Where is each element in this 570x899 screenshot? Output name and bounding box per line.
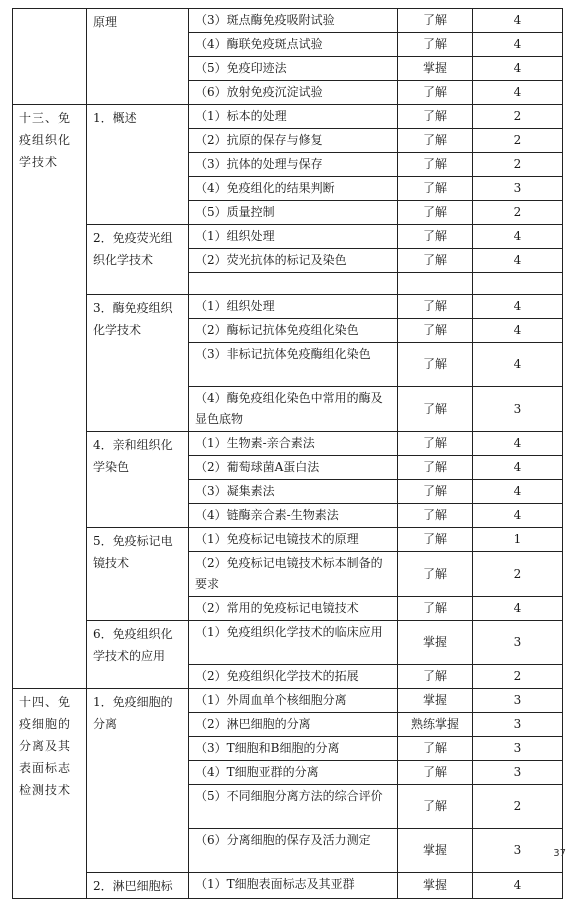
table-row: [13, 689, 563, 713]
item-cell: （2）常用的免疫标记电镜技术: [189, 597, 398, 621]
item-cell: （1）标本的处理: [189, 105, 398, 129]
hours-cell: 2: [473, 129, 563, 153]
hours-cell: 4: [473, 456, 563, 480]
hours-cell: 2: [473, 552, 563, 597]
item-cell: （3）抗体的处理与保存: [189, 153, 398, 177]
item-cell: （3）凝集素法: [189, 480, 398, 504]
hours-cell: 3: [473, 829, 563, 873]
requirement-cell: 了解: [398, 153, 473, 177]
requirement-cell: 了解: [398, 343, 473, 387]
hours-cell: 3: [473, 177, 563, 201]
requirement-cell: 了解: [398, 552, 473, 597]
unit-cell: 1．免疫细胞的分离: [87, 689, 189, 873]
requirement-cell: 了解: [398, 737, 473, 761]
unit-cell: 2．淋巴细胞标: [87, 873, 189, 899]
item-cell: （3）斑点酶免疫吸附试验: [189, 9, 398, 33]
item-cell: （1）T细胞表面标志及其亚群: [189, 873, 398, 899]
requirement-cell: 掌握: [398, 829, 473, 873]
hours-cell: 2: [473, 105, 563, 129]
requirement-cell: 掌握: [398, 873, 473, 899]
unit-cell: 4．亲和组织化学染色: [87, 432, 189, 528]
requirement-cell: 了解: [398, 201, 473, 225]
item-cell: （1）组织处理: [189, 295, 398, 319]
requirement-cell: 了解: [398, 105, 473, 129]
requirement-cell: 了解: [398, 597, 473, 621]
chapter-cell: 十四、免疫细胞的分离及其表面标志检测技术: [13, 689, 87, 899]
hours-cell: 2: [473, 153, 563, 177]
hours-cell: 3: [473, 387, 563, 432]
hours-cell: 3: [473, 737, 563, 761]
item-cell: （1）免疫组织化学技术的临床应用: [189, 621, 398, 665]
hours-cell: 4: [473, 343, 563, 387]
hours-cell: 3: [473, 713, 563, 737]
requirement-cell: 了解: [398, 129, 473, 153]
requirement-cell: 了解: [398, 387, 473, 432]
item-cell: （6）分离细胞的保存及活力测定: [189, 829, 398, 873]
requirement-cell: 了解: [398, 249, 473, 273]
requirement-cell: 了解: [398, 665, 473, 689]
requirement-cell: 了解: [398, 432, 473, 456]
table-row: [13, 295, 563, 319]
table-row: [13, 9, 563, 33]
hours-cell: 4: [473, 249, 563, 273]
table-row: [13, 873, 563, 899]
hours-cell: 4: [473, 57, 563, 81]
page-number: 37: [553, 848, 566, 859]
requirement-cell: 了解: [398, 785, 473, 829]
requirement-cell: 了解: [398, 9, 473, 33]
requirement-cell: 了解: [398, 225, 473, 249]
hours-cell: 4: [473, 295, 563, 319]
item-cell: （3）T细胞和B细胞的分离: [189, 737, 398, 761]
requirement-cell: 熟练掌握: [398, 713, 473, 737]
item-cell: （1）免疫标记电镜技术的原理: [189, 528, 398, 552]
table-row: [13, 528, 563, 552]
table-row: [13, 105, 563, 129]
item-cell: （2）葡萄球菌A蛋白法: [189, 456, 398, 480]
unit-cell: 2．免疫荧光组织化学技术: [87, 225, 189, 295]
hours-cell: 4: [473, 225, 563, 249]
item-cell: （2）酶标记抗体免疫组化染色: [189, 319, 398, 343]
hours-cell: 4: [473, 504, 563, 528]
hours-cell: 4: [473, 319, 563, 343]
hours-cell: 2: [473, 785, 563, 829]
hours-cell: 4: [473, 873, 563, 899]
hours-cell: 4: [473, 597, 563, 621]
item-cell: （3）非标记抗体免疫酶组化染色: [189, 343, 398, 387]
requirement-cell: 了解: [398, 456, 473, 480]
table-row: [13, 225, 563, 249]
requirement-cell: 了解: [398, 504, 473, 528]
hours-cell: 4: [473, 432, 563, 456]
hours-cell: 4: [473, 480, 563, 504]
syllabus-table: [12, 8, 563, 899]
hours-cell: 1: [473, 528, 563, 552]
requirement-cell: 了解: [398, 177, 473, 201]
requirement-cell: [398, 273, 473, 295]
item-cell: （2）免疫组织化学技术的拓展: [189, 665, 398, 689]
requirement-cell: 掌握: [398, 689, 473, 713]
hours-cell: 2: [473, 665, 563, 689]
item-cell: （1）外周血单个核细胞分离: [189, 689, 398, 713]
table-row: [13, 621, 563, 665]
requirement-cell: 了解: [398, 81, 473, 105]
item-cell: （6）放射免疫沉淀试验: [189, 81, 398, 105]
item-cell: （2）淋巴细胞的分离: [189, 713, 398, 737]
requirement-cell: 了解: [398, 33, 473, 57]
item-cell: （4）免疫组化的结果判断: [189, 177, 398, 201]
item-cell: （2）免疫标记电镜技术标本制备的要求: [189, 552, 398, 597]
item-cell: （4）T细胞亚群的分离: [189, 761, 398, 785]
unit-cell: 1．概述: [87, 105, 189, 225]
table-row: [13, 432, 563, 456]
requirement-cell: 了解: [398, 480, 473, 504]
requirement-cell: 掌握: [398, 621, 473, 665]
hours-cell: 3: [473, 761, 563, 785]
requirement-cell: 了解: [398, 295, 473, 319]
hours-cell: 3: [473, 621, 563, 665]
item-cell: （4）链酶亲合素-生物素法: [189, 504, 398, 528]
hours-cell: 4: [473, 33, 563, 57]
requirement-cell: 了解: [398, 528, 473, 552]
hours-cell: 4: [473, 9, 563, 33]
hours-cell: 4: [473, 81, 563, 105]
item-cell: （2）抗原的保存与修复: [189, 129, 398, 153]
requirement-cell: 了解: [398, 319, 473, 343]
item-cell: [189, 273, 398, 295]
requirement-cell: 了解: [398, 761, 473, 785]
item-cell: （5）质量控制: [189, 201, 398, 225]
unit-cell: 原理: [87, 9, 189, 105]
item-cell: （1）组织处理: [189, 225, 398, 249]
item-cell: （5）不同细胞分离方法的综合评价: [189, 785, 398, 829]
unit-cell: 3．酶免疫组织化学技术: [87, 295, 189, 432]
item-cell: （5）免疫印迹法: [189, 57, 398, 81]
hours-cell: [473, 273, 563, 295]
chapter-cell: [13, 9, 87, 105]
chapter-cell: 十三、免疫组织化学技术: [13, 105, 87, 689]
item-cell: （4）酶联免疫斑点试验: [189, 33, 398, 57]
requirement-cell: 掌握: [398, 57, 473, 81]
unit-cell: 6．免疫组织化学技术的应用: [87, 621, 189, 689]
item-cell: （2）荧光抗体的标记及染色: [189, 249, 398, 273]
hours-cell: 3: [473, 689, 563, 713]
item-cell: （4）酶免疫组化染色中常用的酶及显色底物: [189, 387, 398, 432]
hours-cell: 2: [473, 201, 563, 225]
item-cell: （1）生物素-亲合素法: [189, 432, 398, 456]
unit-cell: 5．免疫标记电镜技术: [87, 528, 189, 621]
